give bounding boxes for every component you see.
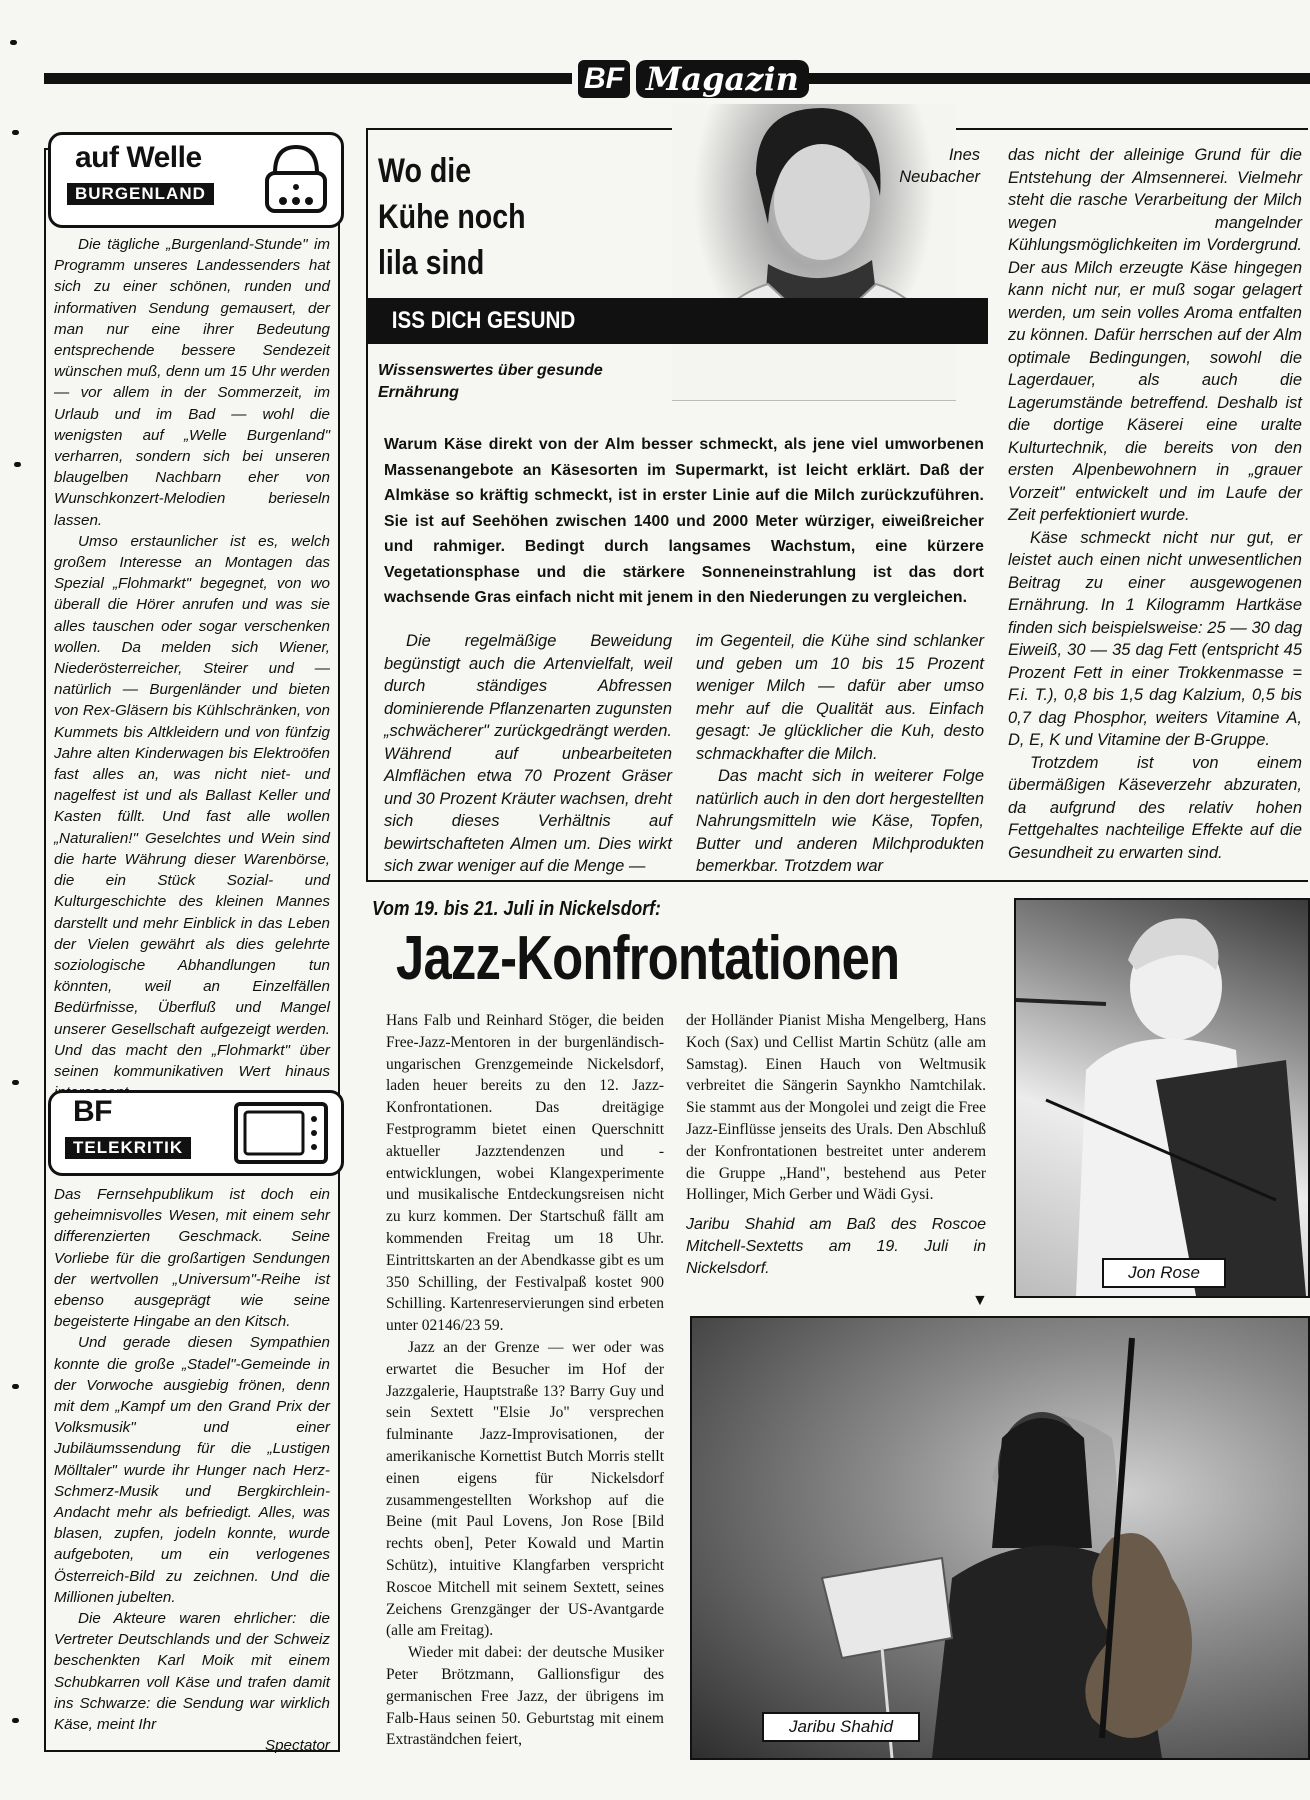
welle-title: auf Welle [75,141,202,174]
telekritik-paragraph: Und gerade diesen Sympathien konnte die große „Stadel"-Gemeinde in der Vorwoche ausgiebig frönen, denn mit dem „Kampf um den Grand Prix der Volksmusik" und einer Jubiläumssendung für die „Lustigen Mölltaler" wurde ihr Hunger nach Herz-Schmerz-Musik und Bergkirchlein-Andacht mehr als befriedigt. Alles, was blasen, zupfen, jodeln konnte, wurde aufgeboten, um ein verlogenes Österreich-Bild zu zeichnen. Und die Millionen jubelten. [54,1334,330,1606]
margin-mark [14,462,21,467]
health-headline: Wo die Kühe noch lila sind [378,152,526,282]
masthead-rule-left [44,73,572,84]
health-col-1: Die regelmäßige Beweidung begünstigt auch die Artenvielfalt, weil durch ständiges Abfressen dominierende Pflanzenarten zugunsten „schwächerer" zurückgedrängt werden. Während auf unbearbeiteten Almflächen etwa 70 Prozent Gräser und 30 Prozent Kräuter wachsen, dreht sich dieses Verhältnis auf bewirtschafteten Almen um. Dies wirkt sich zwar weniger auf die Menge — [384,632,672,875]
caption-jon-rose: Jon Rose [1102,1258,1226,1288]
telekritik-paragraph: Die Akteure waren ehrlicher: die Vertreter Deutschlands und der Schweiz beschenkten Karl Moik mit einem Schubkarren voll Käse und trafen damit ins Schwarze: die Sendung war wirklich Käse, meint Ihr [54,1610,330,1734]
masthead [578,58,799,100]
photo-note: Jaribu Shahid am Baß des Roscoe Mitchell-Sextetts am 19. Juli in Nickelsdorf. [686,1216,986,1278]
rubric-bar [366,298,988,344]
health-col-2: im Gegenteil, die Kühe sind schlanker und geben um 10 bis 15 Prozent weniger Milch — dafür aber umso mehr auf die Qualität aus. Einfach gesagt: Je glücklicher die Kuh, desto schmackhafter die Milch. Das macht sich in weiterer Folge natürlich auch in den dort hergestellten Nahrungsmitteln wie Käse, Topfen, Butter und anderen Milchprodukten bemerkbar. Trotzdem war [696,632,984,875]
margin-mark [12,1384,19,1389]
jaribu-shahid-photo [690,1316,1310,1760]
jazz-col-2: der Holländer Pianist Misha Mengelberg, Hans Koch (Sax) und Cellist Martin Schütz (alle am Samstag). Einen Hauch von Weltmusik verbreitet die Sängerin Saynkho Namtchilak. Sie stammt aus der Mongolei und zeigt die Free Jazz-Einflüsse jenseits des Urals. Den Abschluß der Konfrontationen bestreitet unter anderem die Gruppe „Hand", bestehend aus Peter Hollinger, Mich Gerber und Wädi Gysi. Jaribu Shahid am Baß des Roscoe Mitchell-Sextetts am 19. Juli in Nickelsdorf. [686,1010,986,1280]
masthead-brand: BF [578,60,630,98]
author-name: Ines Neubacher [899,146,980,186]
health-col-3: das nicht der alleinige Grund für die Entstehung der Almsennerei. Vielmehr steht die rasche Verarbeitung der Milch wegen mangelnder Kühlungsmöglichkeiten im Vordergrund. Der aus Milch erzeugte Käse hingegen kann nicht nur, er muß sogar gelagert werden, um sein volles Aroma entfalten zu können. Dafür herrschen auf der Alm optimale Bedingungen, sowohl die Lagerdauer, als auch die Lagerumstände betreffend. Deshalb ist die dortige Käserei eine uralte Kulturtechnik, die bereits von den ersten Alpenbewohnern in „grauer Vorzeit" entwickelt und im Laufe der Zeit perfektioniert wurde. Käse schmeckt nicht nur gut, er leistet auch einen nicht unwesentlichen Beitrag zu einer ausgewogenen Ernährung. In 1 Kilogramm Hartkäse finden sich beispielsweise: 25 — 30 dag Eiweiß, 30 — 35 dag Fett (entspricht 45 Prozent Fett in einer Trokkenmasse = F.i. T.), 0,8 bis 1,5 dag Kalzium, 0,5 bis 0,7 dag Phosphor, weiters Vitamine A, D, E, K und Vitamine der B-Gruppe. Trotzdem ist von einem übermäßigen Käseverzehr abzuraten, da aufgrund des relativ hohen Fettgehaltes nachteilige Effekte auf die Gesundheit zu erwarten sind. [1008,146,1302,862]
welle-paragraph: Umso erstaunlicher ist es, welch großem Interesse an Montagen das Spezial „Flohmarkt" begegnet, von wo überall die Hörer anrufen und was sie alles tauschen oder sogar verschenken wollen. Da melden sich Wiener, Niederösterreicher, Steirer und — natürlich — Burgenländer und bieten von Rex-Gläsern bis Kühlschränken, von Kummets bis Altkleidern und von fünfzig Jahre alten Kinderwagen bis Elektroöfen fast alles an, was nicht niet- und nagelfest ist und als Ballast Keller und Kasten füllt. Und fast alle wollen „Naturalien!" Geselchtes und Wein sind die harte Währung dieser Warenbörse, die ein Stück Sozial- und Kulturgeschichte des kleinen Mannes darstellt und mehr Einblick in das Leben der Vielen gewährt als dies gelehrte soziologische Abhandlungen tun könnten, weil an Einzelfällen Bedürfnisse, Überfluß und Mangel unserer Gesellschaft aufgezeigt werden. Und das macht den „Flohmarkt" über seinen kommunikativen Wert hinaus [54,532,330,1080]
health-lead: Warum Käse direkt von der Alm besser schmeckt, als jene viel umworbenen Massenangebote an Käsesorten im Supermarkt, ist leicht erklärt. Daß der Almkäse so kräftig schmeckt, ist in erster Linie auf die Milch zurückzuführen. Sie ist auf Seehöhen zwischen 1400 und 2000 Meter würziger, eiweißreicher und rahmiger. Bedingt durch langsames Wachstum, eine kürzere Vegetationsphase und die stärkere Sonneneinstrahlung ist das dort wachsende Gras einfach nicht mit jenem in den Niederungen zu vergleichen. [384,436,984,606]
arrow-down-icon: ▼ [972,1292,988,1309]
tv-icon [233,1101,329,1165]
masthead-section: Magazin [636,60,809,98]
jazz-col-1: Hans Falb und Reinhard Stöger, die beiden Free-Jazz-Mentoren in der burgenländisch-ungarischen Grenzgemeinde Nickelsdorf, laden heuer bereits zu den 12. Jazz-Konfrontationen. Das dreitägige Festprogramm bietet einen Querschnitt aktueller Jazztendenzen und -entwicklungen, wobei Klangexperimente und musikalische Entdeckungsreisen nicht zu kurz kommen. Der Startschuß fällt am kommenden Freitag um 18 Uhr. Eintrittskarten an der Abendkasse gibt es um 350 Schilling, der Festivalpaß kostet 900 Schilling. Kartenreservierungen sind erbeten unter 02146/23 59. Jazz an der Grenze — wer oder was erwartet die Besucher im Hof der Jazzgalerie, Hauptstraße 13? Barry Guy und sein Sextett "Elsie Jo" versprechen fulminante Jazz-Improvisationen, der amerikanische Kornettist Butch Morris stellt einen eigens für Nickelsdorf zusammengestellten Workshop auf die Beine (mit Paul Lovens, Jon Rose [Bild rechts oben], Peter Kowald und Martin Schütz), intuitive Klangfarben verspricht Roscoe Mitchell mit seinem Sextett, seines Zeichens Grenzgänger der US-Avantgarde (alle am Freitag). Wieder mit dabei: der deutsche Musiker Peter Brötzmann, Gallionsfigur des germanischen Free Jazz, der übrigens im Falb-Haus seinen 50. Geburtstag mit einem Extraständchen feiert, [386,1012,664,1749]
telekritik-text [54,1184,330,1756]
telekritik-signature: Spectator [264,1737,330,1755]
welle-subtitle: BURGENLAND [67,183,214,205]
radio-icon [261,141,331,217]
rubric-subtitle: Wissenswertes über gesunde Ernährung [378,362,603,401]
welle-text [54,234,330,1103]
jazz-headline: Jazz-Konfrontationen [396,924,900,993]
masthead-rule-right [800,73,1310,84]
welle-badge [48,132,344,228]
margin-mark [12,1718,19,1723]
sidebar-column [44,141,340,1755]
rubric-label: ISS DICH GESUND [391,307,576,334]
margin-mark [12,130,19,135]
telekritik-badge [48,1090,344,1176]
telekritik-paragraph: Das Fernsehpublikum ist doch ein geheimnisvolles Wesen, mit einem sehr differenzierten Geschmack. Seine Vorliebe für die großartigen Sendungen der wertvollen „Universum"-Reihe ist ebenso ausgeprägt wie seine begeisterte Hingabe an den Kitsch. [54,1186,330,1331]
margin-mark [10,40,17,45]
jon-rose-photo [1014,898,1310,1298]
bassist-icon [692,1318,1308,1758]
caption-jaribu-shahid: Jaribu Shahid [762,1712,920,1742]
cellist-icon [1016,900,1308,1296]
jazz-kicker: Vom 19. bis 21. Juli in Nickelsdorf: [372,898,661,920]
welle-paragraph: Die tägliche „Burgenland-Stunde" im Programm unseres Landessenders hat sich zu einer schönen, runden und informativen Sendung gemausert, der man nur eine ihrer Bedeutung entsprechende bessere Sendezeit wünschen muß, denn um 15 Uhr werden — vor allem in der Sommerzeit, im Urlaub und im Bad — wohl die wenigsten auf „Welle Burgenland" verharren, sondern sich bei unseren blaugelben Nachbarn eher von Wunschkonzert-Melodien berieseln lassen. [54,236,330,529]
telekritik-subtitle: TELEKRITIK [65,1137,191,1159]
margin-mark [12,1080,19,1085]
telekritik-title: BF [73,1095,112,1128]
author-photo-lower [672,344,956,401]
